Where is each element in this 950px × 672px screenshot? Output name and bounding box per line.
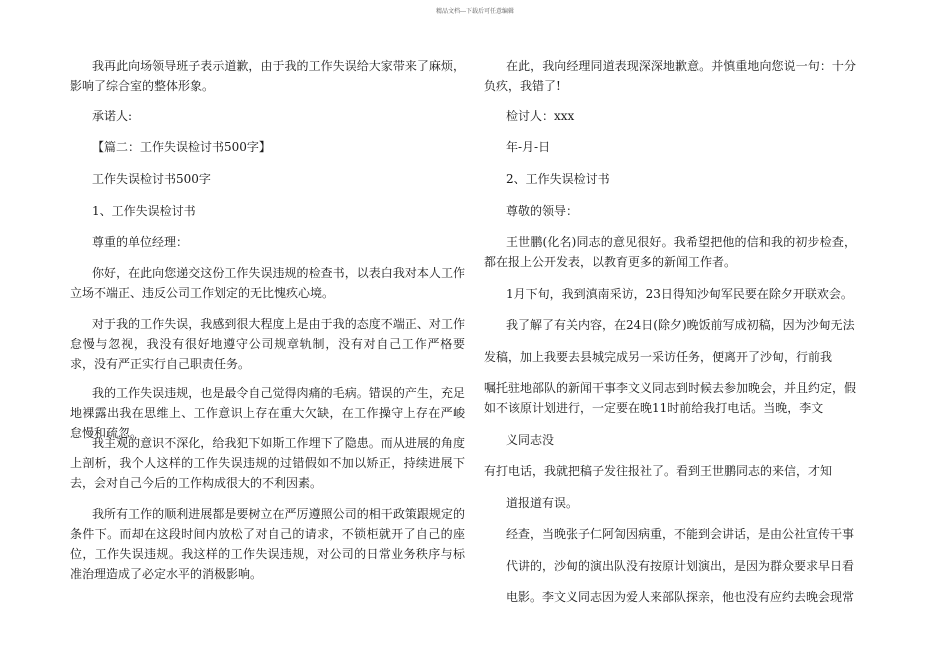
- page-header: 精品文档---下载后可任意编辑: [435, 8, 515, 15]
- paragraph: 义同志没: [506, 433, 555, 447]
- paragraph: 我主观的意识不深化，给我犯下如斯工作埋下了隐患。而从进展的角度上剖析，我个人这样的工作失误违规的过错假如不加以矫正，持续进展下去，会对自己今后的工作构成很大的不利因素。: [70, 436, 465, 490]
- paragraph: 我的工作失误违规，也是最令自己觉得肉痛的毛病。错误的产生，充足地裸露出我在思维上、工作意识上存在重大欠缺，在工作操守上存在严峻怠慢和疏忽。: [70, 386, 465, 440]
- paragraph: 1月下旬，我到滇南采访，23日得知沙甸军民要在除夕开联欢会。: [506, 287, 853, 301]
- paragraph: 道报道有误。: [506, 496, 579, 510]
- salutation: 尊敬的领导：: [506, 204, 579, 218]
- paragraph: 经查，当晚张子仁阿訇因病重，不能到会讲话，是由公社宣传干事: [506, 527, 855, 541]
- paragraph: 我所有工作的顺利进展都是要树立在严厉遵照公司的相干政策跟规定的条件下。而却在这段时间内放松了对自己的请求，不锁柜就开了自己的座位，工作失误违规。我这样的工作失误违规，对公司的日常业务秩序与标准治理造成了必定水平的消极影响。: [70, 507, 465, 581]
- paragraph: 有打电话，我就把稿子发往报社了。看到王世鹏同志的来信，才知: [484, 464, 833, 478]
- paragraph: 我了解了有关内容，在24日(除夕)晚饭前写成初稿，因为沙甸无法: [506, 318, 855, 332]
- paragraph: 嘱托驻地部队的新闻干事李文义同志到时候去参加晚会，并且约定，假如不该原计划进行，一定要在晚11时前给我打电话。当晚，李文: [484, 381, 857, 415]
- document-title: 工作失误检讨书500字: [92, 172, 211, 186]
- paragraph: 王世鹏(化名)同志的意见很好。我希望把他的信和我的初步检查，都在报上公开发表，以教育更多的新闻工作者。: [484, 235, 856, 269]
- paragraph: 你好，在此向您递交这份工作失误违规的检查书，以表白我对本人工作立场不端正、违反公司工作划定的无比愧疚心境。: [70, 266, 465, 300]
- subheading: 2、工作失误检讨书: [506, 172, 610, 186]
- salutation: 尊重的单位经理：: [92, 235, 189, 249]
- paragraph: 对于我的工作失误，我感到很大程度上是由于我的态度不端正、对工作怠慢与忽视，我没有很好地遵守公司规章轨制，没有对自己工作严格要求，没有严正实行自己职责任务。: [70, 317, 465, 371]
- date-line: 年-月-日: [506, 140, 551, 154]
- paragraph: 电影。李文义同志因为爱人来部队探亲，他也没有应约去晚会现常: [506, 590, 855, 604]
- section-heading: 【篇二：工作失误检讨书500字】: [92, 140, 271, 154]
- signature-line: 检讨人：xxx: [506, 109, 575, 123]
- paragraph: 发稿，加上我要去县城完成另一采访任务，便离开了沙甸，行前我: [484, 350, 833, 364]
- paragraph: 代讲的，沙甸的演出队没有按原计划演出，是因为群众要求早日看: [506, 559, 855, 573]
- paragraph: 我再此向场领导班子表示道歉，由于我的工作失误给大家带来了麻烦，影响了综合室的整体形象。: [70, 59, 465, 93]
- subheading: 1、工作失误检讨书: [92, 204, 196, 218]
- paragraph: 承诺人:: [92, 109, 133, 123]
- paragraph: 在此，我向经理同道表现深深地歉意。并慎重地向您说一句：十分负疚，我错了!: [484, 59, 856, 93]
